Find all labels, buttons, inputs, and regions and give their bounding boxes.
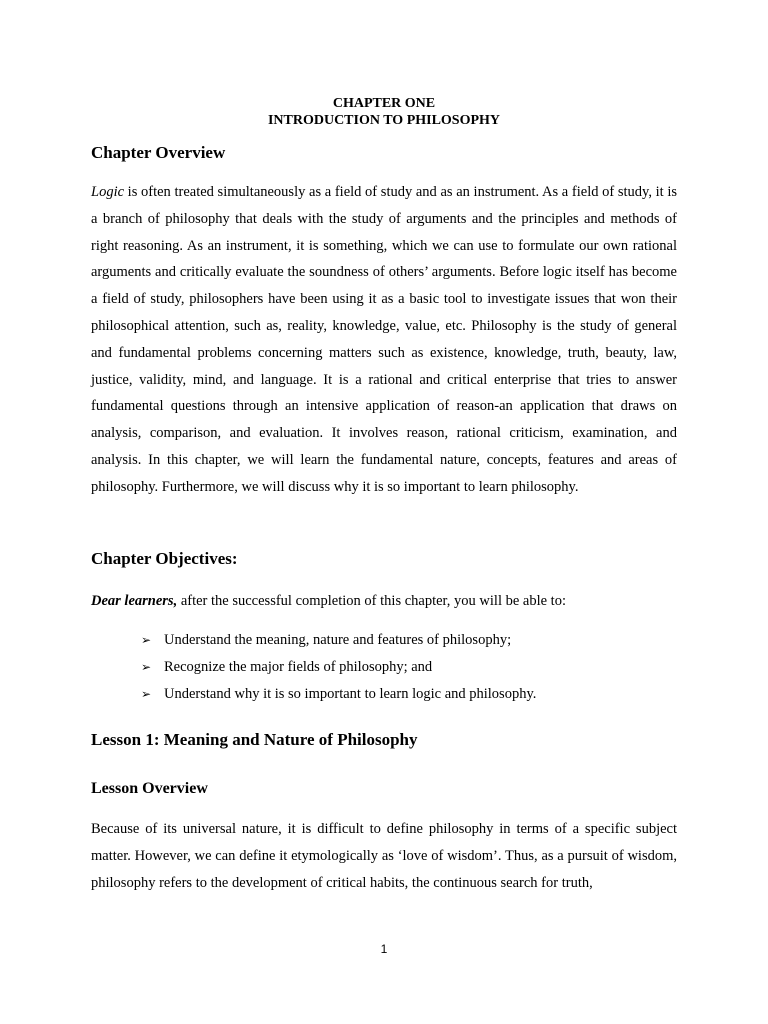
list-item [140,656,536,683]
chapter-objectives-heading: Chapter Objectives: [91,549,238,568]
arrowhead-bullet-icon: ➢ [141,660,152,674]
lesson-overview-paragraph: Because of its universal nature, it is difficult to define philosophy in terms of a specific subject matter. However, we can define it etymologically as ‘love of wisdom’. Thus, as a pursuit of wisdom, philosophy refers to the development of critical habits, the continuous search for truth, [91,821,677,891]
chapter-number: CHAPTER ONE [332,96,436,111]
logic-term: Logic [91,184,125,200]
arrowhead-bullet-icon: ➢ [141,633,152,647]
list-item [140,629,536,656]
objectives-intro [91,591,566,611]
chapter-overview-heading: Chapter Overview [91,143,226,162]
objective-text: Understand why it is so important to learn logic and philosophy. [164,686,537,702]
arrowhead-bullet-icon: ➢ [141,687,152,701]
list-item [140,683,536,710]
chapter-overview-text: is often treated simultaneously as a field of study and as an instrument. As a field of study, it is a branch of philosophy that deals with the study of arguments and the principles and methods of right reasoning. As an instrument, it is something, which we can use to formulate our own rational arguments and critically evaluate the soundness of others’ arguments. Before logic itself has become a field of study, philosophers have been using it as a basic tool to investigate issues that won their philosophical attention, such as, reality, knowledge, value, etc. Philosophy is the study of general and fundamental problems concerning matters such as existence, knowledge, truth, beauty, law, justice, validity, mind, and language. It is a rational and critical enterprise that tries to answer fundamental questions through an intensive application of reason-an application that draws on analysis, comparison, and evaluation. It involves reason, rational criticism, examination, and analysis. In this chapter, we will learn the fundamental nature, concepts, features and areas of philosophy. Furthermore, we will discuss why it is so important to learn philosophy. [91,184,677,495]
dear-learners-text: Dear learners, [91,593,178,609]
page-number: 1 [380,942,388,956]
lesson-overview-heading: Lesson Overview [91,780,208,797]
objective-text: Recognize the major fields of philosophy; and [164,659,433,675]
chapter-overview-paragraph [91,179,677,501]
objectives-list [140,629,536,710]
lesson-heading: Lesson 1: Meaning and Nature of Philosophy [91,730,418,749]
objective-text: Understand the meaning, nature and features of philosophy; [164,632,512,648]
chapter-title: INTRODUCTION TO PHILOSOPHY [267,113,501,128]
objectives-intro-text: after the successful completion of this chapter, you will be able to: [177,593,566,609]
